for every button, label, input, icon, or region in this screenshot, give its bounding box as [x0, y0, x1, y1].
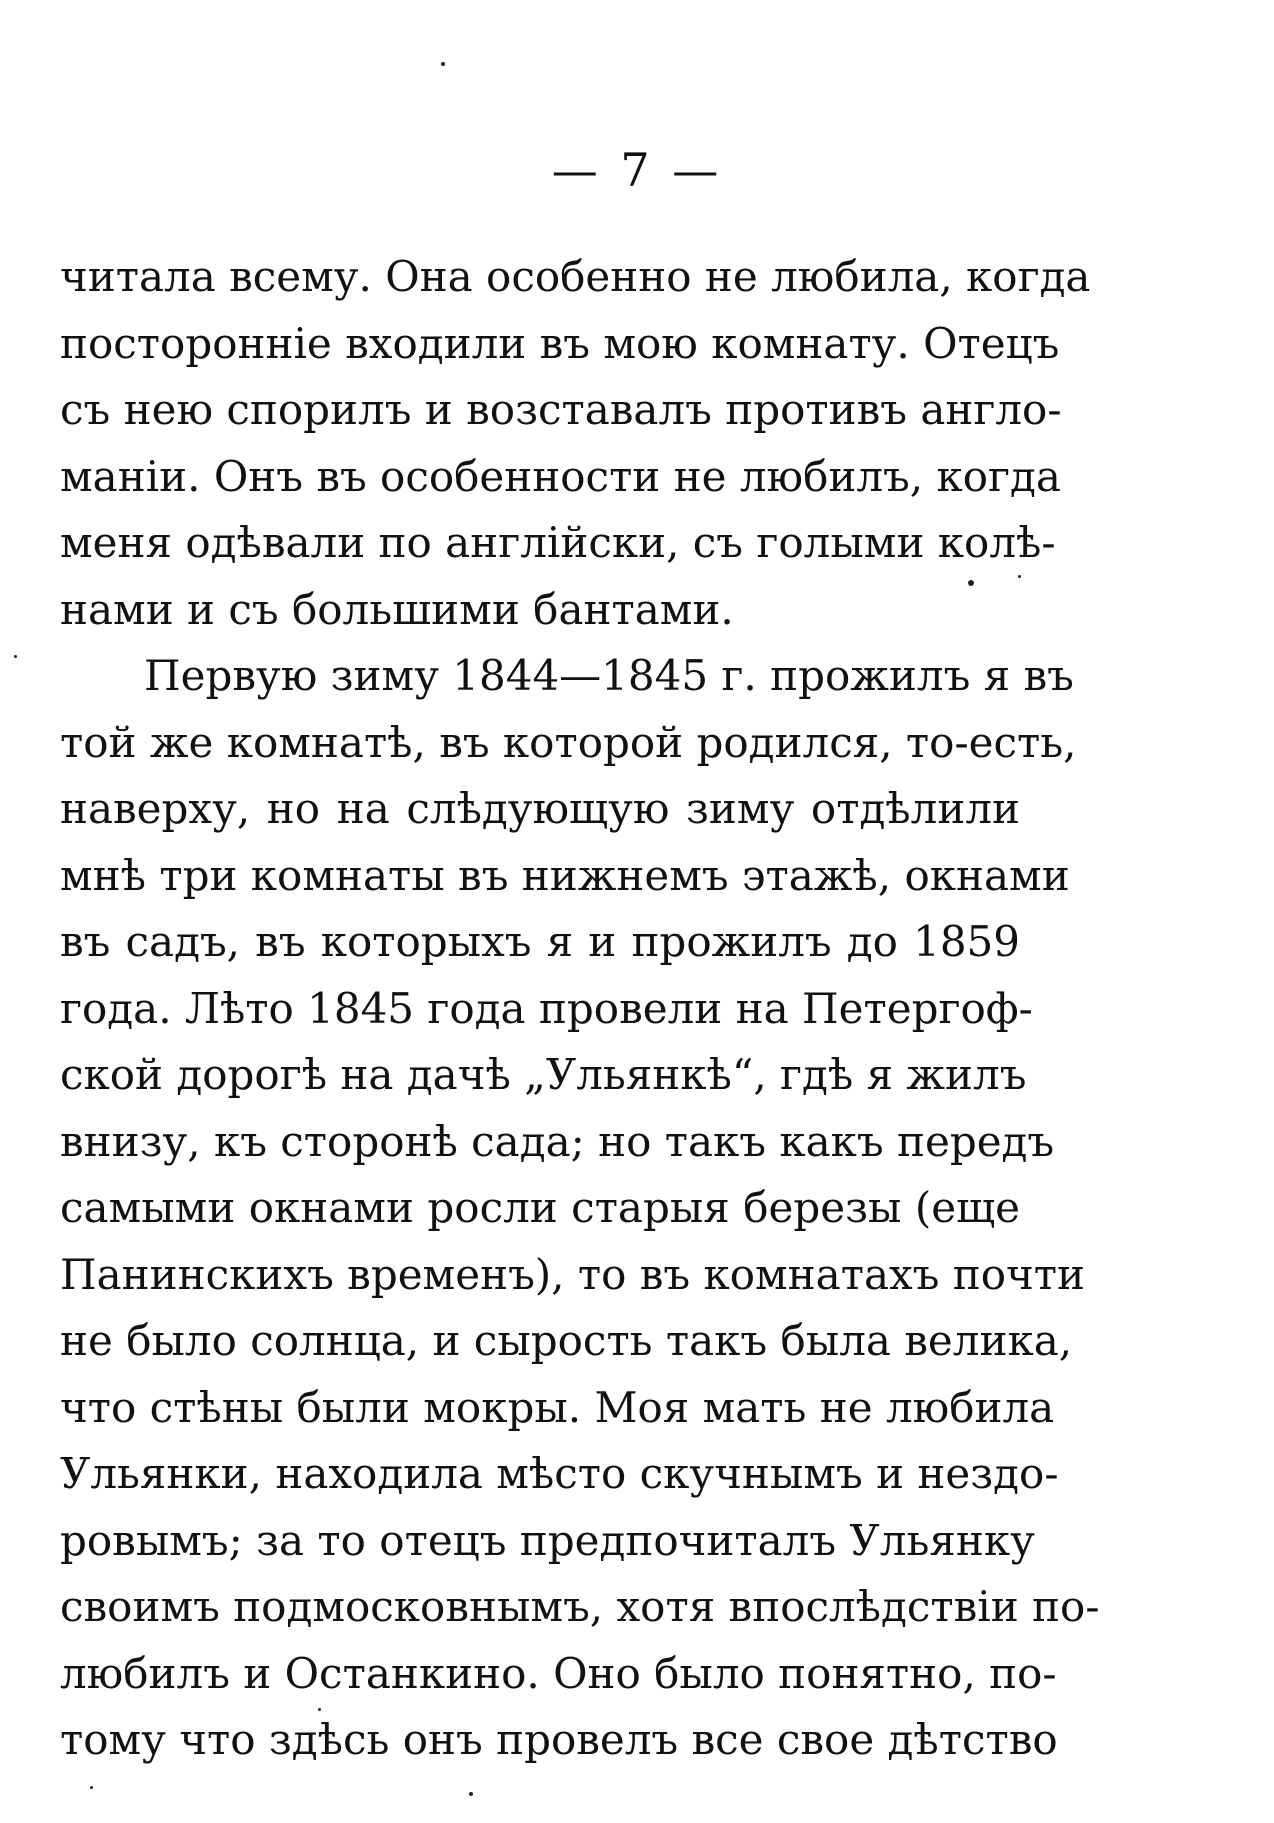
scan-speck: [469, 1792, 473, 1796]
text-line: Ульянки, находила мѣсто скучнымъ и нездо-: [60, 1449, 1059, 1498]
text-line: не было солнца, и сырость такъ была велика,: [60, 1316, 1073, 1365]
text-line: съ нею спорилъ и возставалъ противъ англо-: [60, 385, 1062, 434]
text-line: ровымъ; за то отецъ предпочиталъ Ульянку: [60, 1515, 1035, 1565]
text-line: той же комнатѣ, въ которой родился, то-есть,: [60, 717, 1077, 767]
paragraph-first-line: Первую зиму 1844—1845 г. прожилъ я въ: [144, 651, 1074, 700]
text-line: наверху, но на слѣдующую зиму отдѣлили: [60, 784, 1020, 833]
scan-speck: [441, 62, 445, 66]
text-line: въ садъ, въ которыхъ я и прожилъ до 1859: [60, 917, 1020, 966]
text-line: своимъ подмосковнымъ, хотя впослѣдствіи по-: [60, 1582, 1100, 1631]
scan-speck: [14, 655, 17, 658]
scan-speck: [1018, 575, 1021, 578]
scan-speck: [90, 1786, 93, 1789]
scan-speck: [318, 1708, 321, 1711]
text-line: что стѣны были мокры. Моя мать не любила: [60, 1382, 1055, 1432]
text-line: мнѣ три комнаты въ нижнемъ этажѣ, окнами: [60, 850, 1070, 900]
text-line: нами и съ большими бантами.: [60, 584, 734, 634]
text-line: тому что здѣсь онъ провелъ все свое дѣтство: [60, 1715, 1058, 1764]
body-text: [60, 244, 1100, 1774]
text-line: ской дорогѣ на дачѣ „Ульянкѣ“, гдѣ я жилъ: [60, 1050, 1027, 1099]
scan-speck: [968, 580, 974, 586]
text-line: маніи. Онъ въ особенности не любилъ, когда: [60, 451, 1061, 501]
text-line: самыми окнами росли старыя березы (еще: [60, 1183, 1020, 1232]
text-line: Панинскихъ временъ), то въ комнатахъ почти: [60, 1249, 1086, 1299]
page-number: — 7 —: [551, 143, 723, 197]
text-line: года. Лѣто 1845 года провели на Петергоф-: [60, 983, 1033, 1033]
text-line: меня одѣвали по англійски, съ голыми колѣ-: [60, 518, 1056, 567]
text-line: любилъ и Останкино. Оно было понятно, по-: [60, 1648, 1057, 1698]
text-line: внизу, къ сторонѣ сада; но такъ какъ передъ: [60, 1116, 1055, 1166]
text-line: посторонніе входили въ мою комнату. Отецъ: [60, 318, 1060, 368]
text-line: читала всему. Она особенно не любила, когда: [60, 252, 1091, 301]
